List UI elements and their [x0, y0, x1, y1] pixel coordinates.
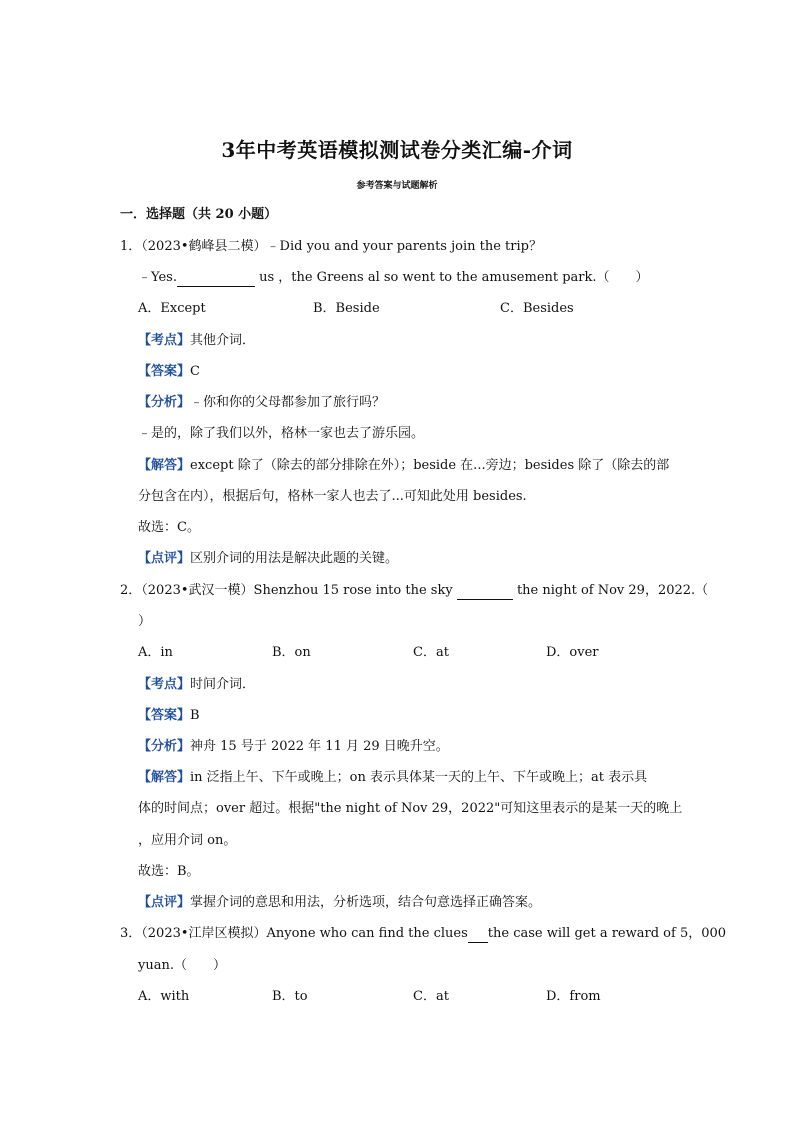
option-c: C．at [413, 989, 449, 1004]
solution [138, 457, 669, 475]
option-b: B．on [272, 645, 311, 660]
question-text: ﹣Yes. [138, 270, 177, 285]
question-2-stem [120, 582, 708, 600]
question-text: Anyone who can find the clues [266, 926, 468, 941]
solution-text: in 泛指上午、下午或晚上；on 表示具体某一天的上午、下午或晚上；at 表示具 [190, 770, 648, 785]
analysis [138, 738, 449, 756]
answer-text: C [190, 364, 200, 379]
option-a: A．in [138, 645, 173, 660]
document-subtitle: 参考答案与试题解析 [356, 181, 438, 191]
question-1-line-2 [138, 269, 649, 287]
comment-tag: 【点评】 [138, 551, 191, 566]
analysis [138, 394, 385, 412]
analysis-text: 神舟 15 号于 2022 年 11 月 29 日晚升空。 [190, 739, 449, 754]
knowledge-point-tag: 【考点】 [138, 677, 191, 692]
question-text: us ，the Greens al so went to the amusement park.（ ） [254, 270, 649, 285]
comment-tag: 【点评】 [138, 895, 191, 910]
question-text: the night of Nov 29，2022.（ [512, 583, 709, 598]
option-a: A．with [138, 989, 190, 1004]
solution [138, 769, 647, 787]
analysis-tag: 【分析】 [138, 739, 191, 754]
question-1-stem [120, 238, 542, 256]
solution-text: except 除了（除去的部分排除在外）；beside 在...旁边；besides 除了（除去的部 [190, 458, 670, 473]
answer-tag: 【答案】 [138, 708, 191, 723]
knowledge-point [138, 676, 255, 694]
solution-tag: 【解答】 [138, 770, 191, 785]
question-source: （2023•武汉一模） [141, 583, 254, 598]
question-text: ﹣Did you and your parents join the trip？ [266, 239, 542, 254]
option-d: D．over [546, 645, 599, 660]
answer [138, 363, 200, 381]
answer-tag: 【答案】 [138, 364, 191, 379]
solution-line-3: ，应用介词 on。 [138, 833, 237, 848]
option-c: C．at [413, 645, 449, 660]
question-number: 1． [120, 239, 142, 254]
document-title: 3年中考英语模拟测试卷分类汇编-介词 [221, 138, 573, 162]
analysis-tag: 【分析】 [138, 395, 191, 410]
section-heading: 一．选择题（共 20 小题） [120, 207, 278, 222]
answer-blank [468, 928, 488, 943]
solution-line-2: 分包含在内），根据后句，格林一家人也去了...可知此处用 besides. [138, 489, 527, 504]
answer [138, 707, 200, 725]
question-text: Shenzhou 15 rose into the sky [253, 583, 457, 598]
answer-text: B [190, 708, 200, 723]
knowledge-point-text: 时间介词． [190, 677, 256, 692]
option-b: B．to [272, 989, 308, 1004]
selected-answer: 故选：C。 [138, 520, 200, 535]
analysis-line-2: ﹣是的，除了我们以外，格林一家也去了游乐园。 [138, 426, 425, 441]
option-c: C．Besides [500, 301, 574, 316]
question-3-stem [120, 925, 726, 943]
knowledge-point-tag: 【考点】 [138, 333, 191, 348]
option-b: B．Beside [313, 301, 380, 316]
solution-tag: 【解答】 [138, 458, 191, 473]
analysis-text: ﹣你和你的父母都参加了旅行吗？ [190, 395, 386, 410]
question-number: 3． [120, 926, 142, 941]
solution-line-2: 体的时间点；over 超过。根据"the night of Nov 29，2022"可知这里表示的是某一天的晚上 [138, 801, 683, 816]
comment [138, 550, 398, 568]
answer-blank [177, 272, 255, 287]
knowledge-point [138, 332, 255, 350]
selected-answer: 故选：B。 [138, 864, 200, 879]
comment [138, 894, 541, 912]
question-3-line-2: yuan.（ ） [138, 958, 226, 973]
comment-text: 掌握介词的意思和用法，分析选项，结合句意选择正确答案。 [190, 895, 542, 910]
comment-text: 区别介词的用法是解决此题的关键。 [190, 551, 399, 566]
question-text: the case will get a reward of 5，000 [487, 926, 727, 941]
answer-blank [457, 585, 513, 600]
question-source: （2023•鹤峰县二模） [141, 239, 267, 254]
option-a: A．Except [138, 301, 206, 316]
knowledge-point-text: 其他介词． [190, 333, 256, 348]
question-number: 2． [120, 583, 142, 598]
option-d: D．from [546, 989, 601, 1004]
question-source: （2023•江岸区模拟） [141, 926, 267, 941]
question-2-line-2: ） [138, 614, 152, 629]
